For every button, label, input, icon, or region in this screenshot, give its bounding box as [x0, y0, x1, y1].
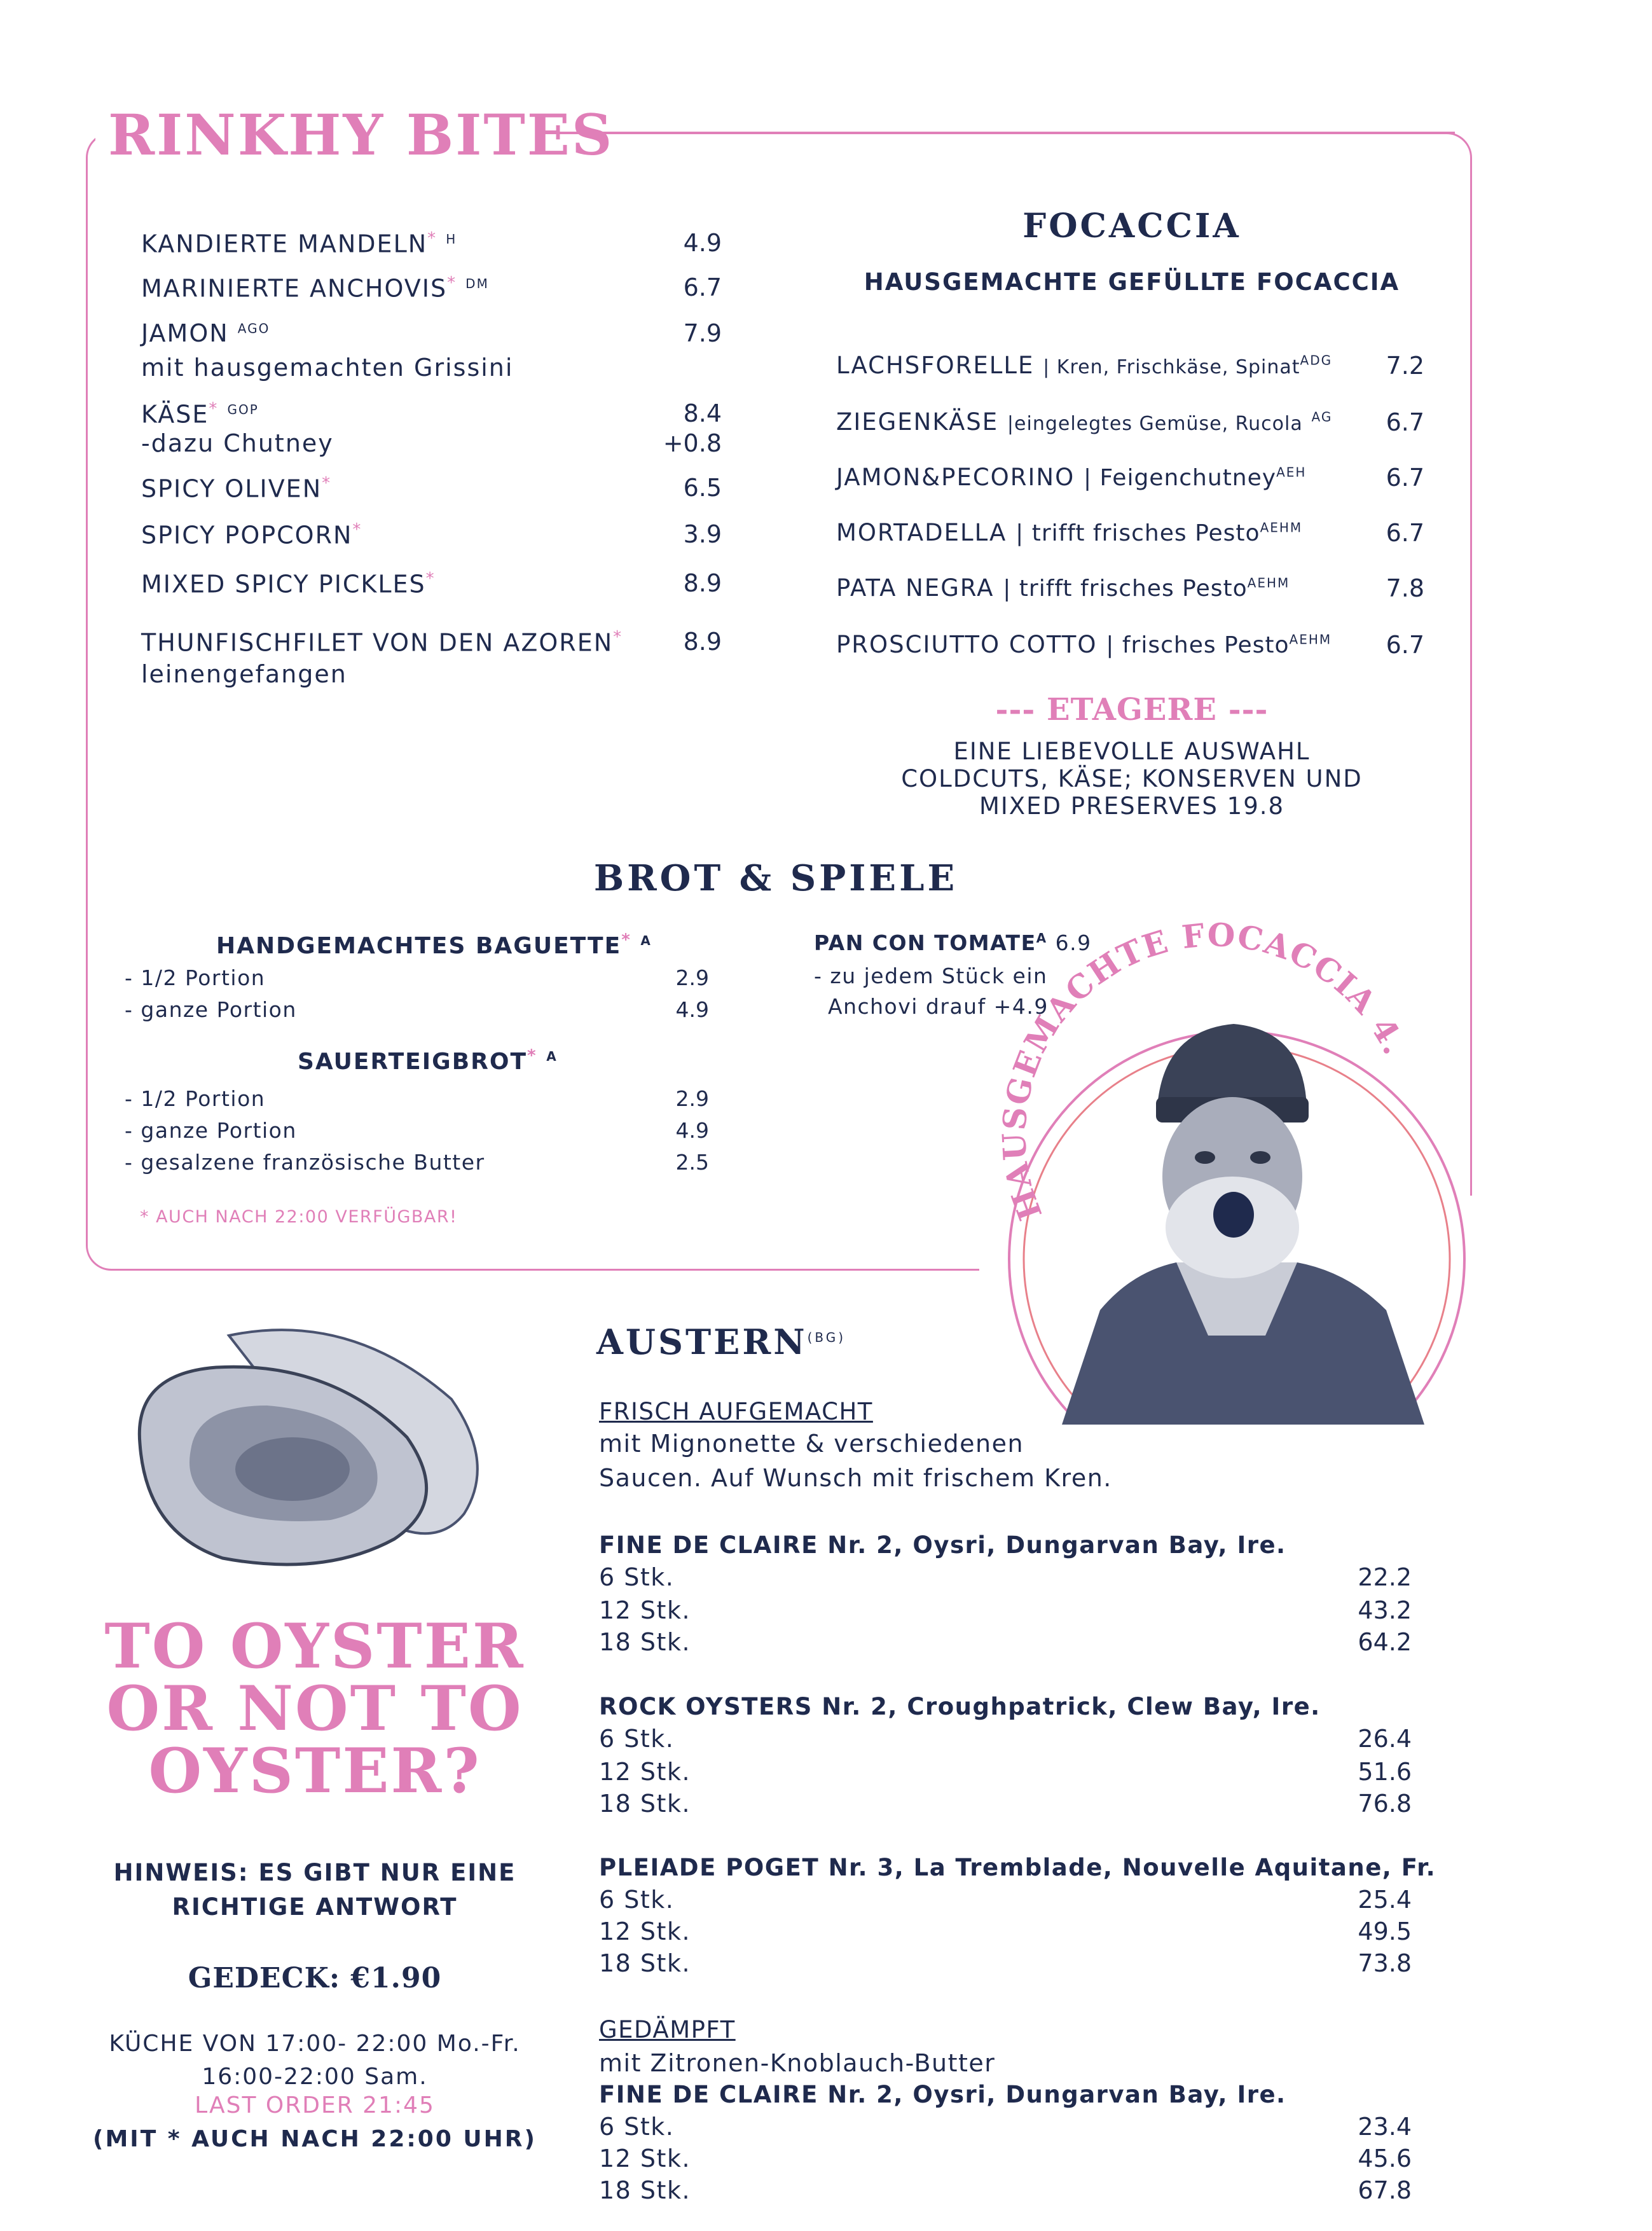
- fresh-heading: FRISCH AUFGEMACHT: [599, 1398, 873, 1425]
- item-detail: | trifft frisches Pesto: [1015, 520, 1260, 546]
- baguette-name: HANDGEMACHTES BAGUETTE: [216, 933, 622, 959]
- item-name: THUNFISCHFILET VON DEN AZOREN: [141, 628, 614, 657]
- item-price: 6.5: [683, 474, 722, 502]
- headline-line: OYSTER?: [148, 1735, 481, 1807]
- hint-line: HINWEIS: ES GIBT NUR EINE: [113, 1859, 516, 1886]
- oyster-qty: 18 Stk.: [599, 2176, 691, 2204]
- brot-line: - 1/2 Portion: [125, 1086, 266, 1111]
- steamed-desc: mit Zitronen-Knoblauch-Butter: [599, 2049, 996, 2077]
- badge-svg: [967, 916, 1475, 1425]
- headline: [83, 1610, 547, 1807]
- allergens: AEHM: [1247, 575, 1290, 591]
- oyster-price: 51.6: [1358, 1758, 1412, 1786]
- oyster-price: 73.8: [1358, 1949, 1412, 1977]
- oyster-group-name: FINE DE CLAIRE Nr. 2, Oysri, Dungarvan Bay, Ire.: [599, 1531, 1286, 1559]
- bites-item: [141, 229, 457, 258]
- item-price: 6.7: [683, 273, 722, 301]
- oyster-qty: 12 Stk.: [599, 2145, 691, 2172]
- austern-title: [596, 1322, 846, 1362]
- brot-line: - 1/2 Portion: [125, 965, 266, 990]
- hint: [83, 1856, 547, 1924]
- oyster-group-name: ROCK OYSTERS Nr. 2, Croughpatrick, Clew Bay, Ire.: [599, 1693, 1321, 1720]
- oyster-qty: 6 Stk.: [599, 1563, 675, 1591]
- item-name: KANDIERTE MANDELN: [141, 230, 428, 258]
- austern-title-text: AUSTERN: [596, 1322, 808, 1362]
- brot-title: BROT & SPIELE: [593, 857, 958, 899]
- brot-line: - ganze Portion: [125, 997, 297, 1022]
- hours: [83, 2027, 547, 2094]
- item-name: KÄSE: [141, 400, 209, 429]
- item-name: MARINIERTE ANCHOVIS: [141, 274, 448, 303]
- fresh-desc: Saucen. Auf Wunsch mit frischem Kren.: [599, 1464, 1112, 1492]
- kitchen-note: (MIT * AUCH NACH 22:00 UHR): [93, 2126, 537, 2152]
- sauerteig-name: SAUERTEIGBROT: [298, 1049, 528, 1075]
- oyster-price: 26.4: [1358, 1725, 1412, 1753]
- oyster-qty: 12 Stk.: [599, 1758, 691, 1786]
- frame-top-line: [539, 132, 1455, 134]
- focaccia-item: [836, 464, 1306, 491]
- focaccia-subtitle: HAUSGEMACHTE GEFÜLLTE FOCACCIA: [864, 268, 1400, 296]
- allergens: AEH: [1276, 464, 1307, 480]
- item-name: PATA NEGRA: [836, 574, 995, 602]
- oyster-qty: 12 Stk.: [599, 1917, 691, 1945]
- footnote: * AUCH NACH 22:00 VERFÜGBAR!: [140, 1207, 458, 1227]
- oyster-price: 49.5: [1358, 1917, 1412, 1945]
- headline-line: TO OYSTER: [104, 1610, 525, 1682]
- item-price: 3.9: [683, 520, 722, 548]
- item-price: 6.7: [1386, 408, 1424, 436]
- item-detail: | trifft frisches Pesto: [1003, 576, 1248, 602]
- hours-line: KÜCHE VON 17:00- 22:00 Mo.-Fr.: [109, 2031, 521, 2057]
- star-mark: *: [621, 930, 631, 950]
- allergens: A: [1036, 930, 1047, 946]
- brot-price: 2.5: [675, 1150, 709, 1175]
- allergens: AEHM: [1260, 520, 1303, 535]
- last-order: LAST ORDER 21:45: [195, 2092, 435, 2118]
- bites-item: [141, 520, 362, 549]
- star-mark: *: [447, 273, 457, 293]
- item-name: PROSCIUTTO COTTO: [836, 631, 1098, 658]
- item-detail: | frisches Pesto: [1106, 632, 1290, 658]
- item-price: 8.9: [683, 628, 722, 656]
- star-mark: *: [427, 229, 437, 248]
- oyster-price: 67.8: [1358, 2176, 1412, 2204]
- steamed-heading: GEDÄMPFT: [599, 2016, 736, 2043]
- gedeck: GEDECK: €1.90: [188, 1962, 442, 1994]
- item-name: JAMON&PECORINO: [836, 464, 1075, 491]
- bites-title: RINKHY BITES: [108, 102, 614, 168]
- item-price: 8.9: [683, 569, 722, 597]
- bites-item: [141, 474, 331, 503]
- sauerteig-title: [298, 1046, 558, 1075]
- item-detail: |eingelegtes Gemüse, Rucola: [1007, 413, 1303, 435]
- allergens: GOP: [227, 402, 259, 417]
- focaccia-item: [836, 408, 1332, 436]
- allergens: DM: [465, 276, 489, 291]
- oyster-qty: 18 Stk.: [599, 1628, 691, 1656]
- brot-line: - ganze Portion: [125, 1118, 297, 1143]
- baguette-title: [216, 930, 652, 959]
- item-price: 7.8: [1386, 574, 1424, 602]
- etagere-line: COLDCUTS, KÄSE; KONSERVEN UND: [901, 765, 1363, 792]
- item-name: LACHSFORELLE: [836, 352, 1035, 379]
- oyster-qty: 12 Stk.: [599, 1596, 691, 1624]
- oyster-price: 23.4: [1358, 2113, 1412, 2141]
- headline-line: OR NOT TO: [106, 1673, 523, 1744]
- star-mark: *: [322, 474, 332, 493]
- etagere-title: --- ETAGERE ---: [995, 692, 1269, 728]
- oyster-illustration: [121, 1316, 502, 1584]
- oyster-price: 25.4: [1358, 1886, 1412, 1914]
- pan-line: - zu jedem Stück ein: [814, 964, 1048, 988]
- item-price: 6.7: [1386, 464, 1424, 492]
- item-name: ZIEGENKÄSE: [836, 408, 999, 436]
- allergens: AEHM: [1289, 632, 1332, 647]
- allergens: A: [640, 933, 652, 948]
- star-mark: *: [352, 520, 362, 539]
- allergens: A: [546, 1049, 558, 1064]
- bites-item: [141, 319, 270, 347]
- bites-item: [141, 273, 489, 303]
- star-mark: *: [425, 569, 436, 588]
- hours-line: 16:00-22:00 Sam.: [202, 2064, 428, 2090]
- bites-item: [141, 569, 436, 598]
- item-price: 7.2: [1386, 352, 1424, 380]
- oyster-price: 76.8: [1358, 1790, 1412, 1818]
- focaccia-title: FOCACCIA: [1022, 207, 1241, 245]
- item-name: MIXED SPICY PICKLES: [141, 570, 426, 598]
- item-price: 6.7: [1386, 631, 1424, 659]
- item-name: MORTADELLA: [836, 519, 1007, 546]
- oyster-qty: 6 Stk.: [599, 1725, 675, 1753]
- brot-price: 2.9: [675, 965, 709, 990]
- brot-line: - gesalzene französische Butter: [125, 1150, 485, 1175]
- etagere-desc: [827, 738, 1437, 820]
- item-name: SPICY OLIVEN: [141, 474, 322, 503]
- pan-name: PAN CON TOMATE: [814, 930, 1036, 955]
- oyster-qty: 6 Stk.: [599, 2113, 675, 2141]
- star-mark: *: [527, 1046, 537, 1065]
- allergens: AG: [1311, 409, 1333, 425]
- item-sub: -dazu Chutney: [141, 429, 334, 457]
- steamed-name: FINE DE CLAIRE Nr. 2, Oysri, Dungarvan Bay, Ire.: [599, 2081, 1286, 2108]
- item-price: 6.7: [1386, 519, 1424, 547]
- oyster-price: 43.2: [1358, 1596, 1412, 1624]
- oyster-svg: [121, 1316, 502, 1584]
- item-price: 8.4: [683, 399, 722, 427]
- brot-price: 4.9: [675, 997, 709, 1022]
- brot-price: 2.9: [675, 1086, 709, 1111]
- allergens: H: [446, 231, 457, 247]
- oyster-price: 45.6: [1358, 2145, 1412, 2172]
- item-detail: | Kren, Frischkäse, Spinat: [1043, 356, 1300, 378]
- allergens: ADG: [1300, 352, 1333, 368]
- austern-allergens: (BG): [807, 1330, 846, 1345]
- focaccia-item: [836, 631, 1332, 658]
- pan-price: 6.9: [1055, 930, 1092, 955]
- item-price-extra: +0.8: [663, 429, 722, 457]
- item-price: 4.9: [683, 229, 722, 257]
- allergens: AGO: [237, 321, 270, 336]
- brot-price: 4.9: [675, 1118, 709, 1143]
- oyster-price: 22.2: [1358, 1563, 1412, 1591]
- bites-item: [141, 399, 259, 429]
- focaccia-item: [836, 519, 1302, 546]
- hint-line: RICHTIGE ANTWORT: [172, 1893, 458, 1921]
- oyster-group-name: PLEIADE POGET Nr. 3, La Tremblade, Nouvelle Aquitane, Fr.: [599, 1854, 1436, 1881]
- oyster-qty: 18 Stk.: [599, 1949, 691, 1977]
- item-sub: leinengefangen: [141, 660, 347, 688]
- badge-arc-textpath: HAUSGEMACHTE FOCACCIA 4.: [995, 916, 1414, 1226]
- etagere-line: MIXED PRESERVES 19.8: [979, 792, 1285, 820]
- oyster-qty: 18 Stk.: [599, 1790, 691, 1818]
- focaccia-badge: [967, 916, 1475, 1425]
- etagere-line: EINE LIEBEVOLLE AUSWAHL: [953, 738, 1311, 765]
- oyster-qty: 6 Stk.: [599, 1886, 675, 1914]
- pan-line: Anchovi drauf +4.9: [828, 994, 1049, 1019]
- star-mark: *: [209, 399, 219, 418]
- oyster-price: 64.2: [1358, 1628, 1412, 1656]
- bites-item: [141, 628, 623, 657]
- star-mark: *: [613, 628, 623, 647]
- item-detail: | Feigenchutney: [1083, 465, 1277, 491]
- item-name: JAMON: [141, 319, 229, 347]
- item-name: SPICY POPCORN: [141, 521, 353, 549]
- item-sub: mit hausgemachten Grissini: [141, 354, 514, 382]
- fresh-desc: mit Mignonette & verschiedenen: [599, 1430, 1024, 1458]
- focaccia-item: [836, 352, 1332, 379]
- focaccia-item: [836, 574, 1290, 602]
- item-price: 7.9: [683, 319, 722, 347]
